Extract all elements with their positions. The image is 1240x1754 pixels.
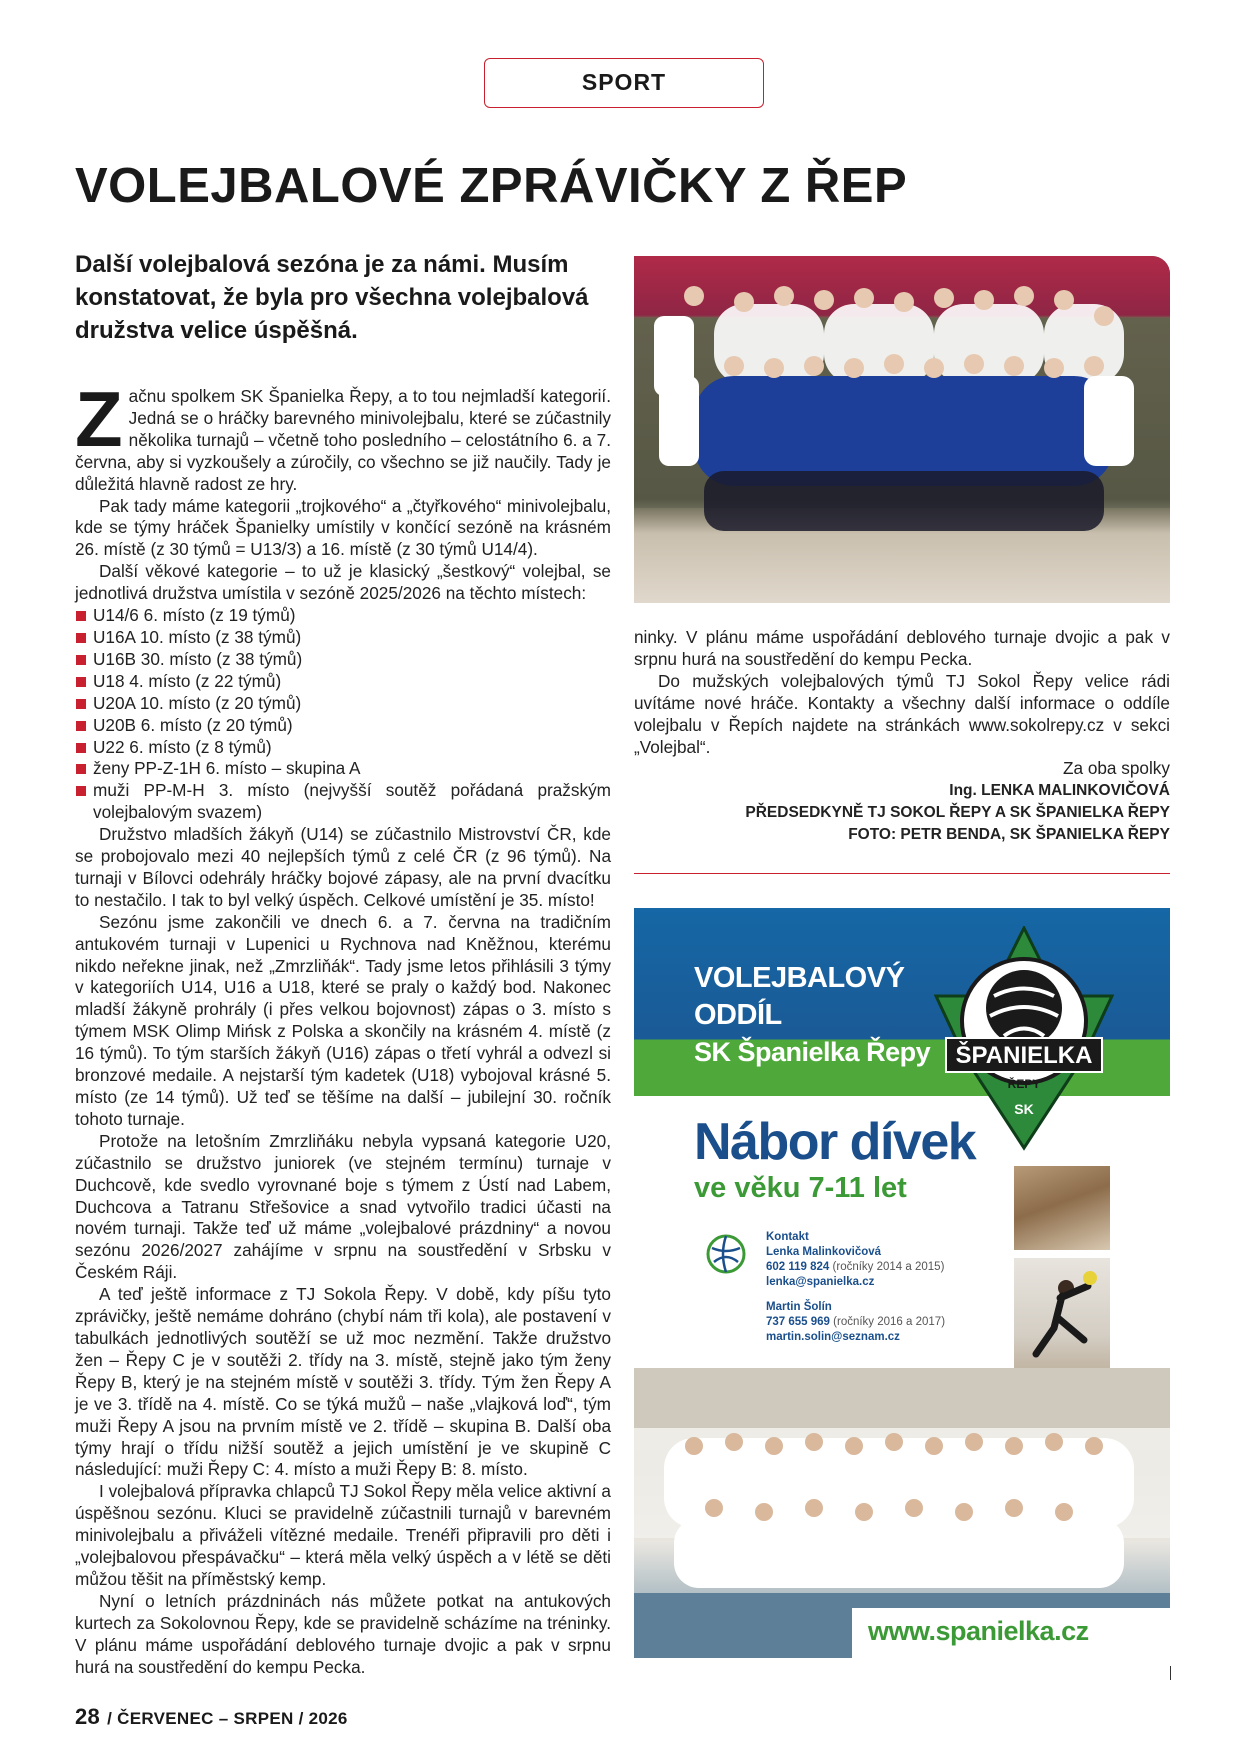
contact-label: Kontakt: [766, 1231, 809, 1243]
recruitment-ad: [634, 908, 1170, 1658]
result-text: U16B 30. místo (z 38 týmů): [93, 648, 303, 669]
article-paragraph-6: Protože na letošním Zmrzliňáku nebyla vypsaná kategorie U20, zúčastnilo se družstvo juniorek (ve stejném termínu) turnaje v Duchcově, kde svedlo vyrovnané boje s týmem z Ústí nad Labem, Duchcova a Tatranu Střešovice a snad vytvořilo tradici účasti na novém turnaji. Takže teď už máme „volejbalové prázdniny“ a novou sezónu 2026/2027 zahájíme v srpnu na soustředění v Srbsku v Českém Ráji.: [75, 1130, 611, 1283]
bullet-square-icon: [76, 611, 86, 621]
signature: [634, 758, 1170, 846]
player-silhouette: [1014, 1258, 1110, 1386]
contact-email: martin.solin@seznam.cz: [766, 1331, 900, 1343]
contact-phone: 602 119 824: [766, 1261, 830, 1273]
article-paragraph-9-continued: ninky. V plánu máme uspořádání deblového turnaje dvojic a pak v srpnu hurá na soustředění do kempu Pecka.: [634, 627, 1170, 669]
ad-recruit-heading: Nábor dívek: [694, 1113, 976, 1171]
bullet-square-icon: [76, 699, 86, 709]
bullet-square-icon: [76, 655, 86, 665]
emblem-subtext: ŘEPY: [1007, 1077, 1041, 1091]
list-item: [75, 693, 611, 715]
team-photo-illustration: [634, 256, 1170, 603]
bullet-square-icon: [76, 677, 86, 687]
volleyball-icon: [706, 1234, 746, 1274]
bullet-square-icon: [76, 786, 86, 796]
list-item: [75, 671, 611, 693]
signature-intro: Za oba spolky: [1062, 758, 1170, 779]
gym-interior-photo: [1014, 1166, 1110, 1250]
signature-name: Ing. LENKA MALINKOVIČOVÁ: [949, 782, 1170, 800]
crop-mark: [1170, 1666, 1171, 1680]
article-paragraph-9: Nyní o letních prázdninách nás můžete potkat na antukových kurtech za Sokolovnou Řepy, kde se pravidelně scházíme na tréninky. V plánu máme uspořádání deblového turnaje dvojic a pak v srpnu hurá na soustředění do kempu Pecka.: [75, 1590, 611, 1677]
divider-line: [634, 873, 1170, 874]
team-photo: [634, 256, 1170, 603]
drop-cap: Z: [75, 375, 123, 463]
contact-phone-line: [766, 1315, 945, 1330]
page-footer: [75, 1704, 348, 1730]
ad-contact-block: [766, 1230, 945, 1345]
contact-note: (ročníky 2016 a 2017): [833, 1316, 946, 1328]
photo-credit: FOTO: PETR BENDA, SK ŠPANIELKA ŘEPY: [848, 826, 1170, 844]
article-column-right: [634, 627, 1170, 846]
headline: VOLEJBALOVÉ ZPRÁVIČKY Z ŘEP: [75, 159, 908, 213]
bullet-square-icon: [76, 633, 86, 643]
list-item: [75, 780, 611, 824]
result-text: U14/6 6. místo (z 19 týmů): [93, 605, 296, 626]
result-text: U20B 6. místo (z 20 týmů): [93, 714, 293, 735]
ad-title-line: ODDÍL: [694, 999, 782, 1031]
list-item: [75, 649, 611, 671]
ad-website-link[interactable]: www.spanielka.cz: [868, 1616, 1089, 1646]
article-paragraph-5: Sezónu jsme zakončili ve dnech 6. a 7. června na tradičním antukovém turnaji v Lupenici u Rychnova nad Kněžnou, kterému nikdo neřekne jinak, než „Zmrzliňák“. Tady jsme letos přihlásili 3 týmy v kategoriích U14, U16 a U18, které se praly o každý bod. Nakonec mladší žákyně prohrály (i přes velkou bojovnost) zápas o 3. místo s týmem MSK Olimp Mińsk z Polska a skončily na krásném 4. místě (z 16 týmů). To tým starších žákyň (U16) zápas o třetí vyhrál a odvezl si bronzové medaile. A nejstarší tým kadetek (U18) vybojoval krásné 5. místo (ze 14 týmů). Už teď se těšíme na další – jubilejní 30. ročník tohoto turnaje.: [75, 911, 611, 1129]
article-paragraph-8: I volejbalová přípravka chlapců TJ Sokol Řepy měla velice aktivní a úspěšnou sezónu. Kluci se pravidelně zúčastnili turnajů v barevném minivolejbalu a přiváželi vítězné medaile. Trenéři připravili pro děti i „volejbalovou přespávačku“ – která měla velký úspěch a v létě se děti můžou těšit na příměstský kemp.: [75, 1481, 611, 1589]
contact-name: Martin Šolín: [766, 1301, 832, 1313]
result-text: muži PP-M-H 3. místo (nejvyšší soutěž pořádaná pražským volejbalovým svazem): [93, 780, 611, 823]
result-text: U20A 10. místo (z 20 týmů): [93, 692, 302, 713]
list-item: [75, 737, 611, 759]
lead-paragraph: Další volejbalová sezóna je za námi. Musím konstatovat, že byla pro všechna volejbalová družstva velice úspěšná.: [75, 251, 589, 344]
bullet-square-icon: [76, 764, 86, 774]
article-paragraph-10: Do mužských volejbalových týmů TJ Sokol Řepy velice rádi uvítáme nové hráče. Kontakty a všechny další informace o oddíle volejbalu v Řepích najdete na stránkách www.sokolrepy.cz v sekci „Volejbal“.: [634, 670, 1170, 757]
contact-email: lenka@spanielka.cz: [766, 1276, 875, 1288]
contact-phone: 737 655 969: [766, 1316, 830, 1328]
ad-age-range: ve věku 7-11 let: [694, 1172, 907, 1204]
volleyball-player-photo: [1014, 1258, 1110, 1386]
contact-phone-line: [766, 1260, 945, 1275]
article-column-left: [75, 375, 611, 1678]
list-item: [75, 627, 611, 649]
emblem-sk: SK: [1014, 1101, 1034, 1117]
result-text: ženy PP-Z-1H 6. místo – skupina A: [93, 758, 361, 779]
result-text: U16A 10. místo (z 38 týmů): [93, 626, 302, 647]
paragraph-text: ačnu spolkem SK Španielka Řepy, a to tou nejmladší kategorií. Jedná se o hráčky barevného minivolejbalu, které se zúčastnily několika turnajů – včetně toho posledního – celostátního 6. a 7. června, aby si vyzkoušely a zúročily, co všechno se již naučily. Tady je důležitá hlavně radost ze hry.: [75, 386, 611, 494]
signature-role: PŘEDSEDKYNĚ TJ SOKOL ŘEPY A SK ŠPANIELKA ŘEPY: [745, 804, 1170, 822]
article-paragraph-7: A teď ještě informace z TJ Sokola Řepy. V době, kdy píšu tyto zprávičky, ještě nemáme dohráno (chybí nám tři kola), ale postavení v tabulkách jednotlivých soutěží se už moc nezmění. Takže družstvo žen – Řepy C je v soutěži 2. třídy na 3. místě, stejně jako tým ženy Řepy B, který je na stejném místě v soutěži 3. třídy. Tým žen Řepy A je ve 3. třídě na 4. místě. Co se týká mužů – naše „vlajková loď“, tým muži Řepy A jsou na prvním místě ve 2. třídě – skupina B. Další oba týmy hrají o třídu nižší soutěž a jejich umístění je ve skupině C následující: muži Řepy C: 4. místo a muži Řepy B: 8. místo.: [75, 1284, 611, 1480]
list-item: [75, 758, 611, 780]
bullet-square-icon: [76, 721, 86, 731]
list-item: [75, 715, 611, 737]
page-number: 28: [75, 1704, 101, 1729]
contact-note: (ročníky 2014 a 2015): [832, 1261, 945, 1273]
ad-title-line: VOLEJBALOVÝ: [694, 962, 905, 994]
emblem-text: ŠPANIELKA: [955, 1042, 1093, 1069]
article-paragraph-2: Pak tady máme kategorii „trojkového“ a „čtyřkového“ minivolejbalu, kde se týmy hráček Španielky umístily v končící sezóně na krásném 26. místě (z 30 týmů = U13/3) a 16. místě (z 30 týmů U14/4).: [75, 495, 611, 560]
ad-title: [694, 960, 930, 1071]
ad-title-line: SK Španielka Řepy: [694, 1037, 931, 1067]
contact-name: Lenka Malinkovičová: [766, 1246, 882, 1258]
bullet-square-icon: [76, 743, 86, 753]
article-paragraph-3: Další věkové kategorie – to už je klasický „šestkový“ volejbal, se jednotlivá družstva umístila v sezóně 2025/2026 na těchto místech:: [75, 561, 611, 604]
article-paragraph-1: [75, 375, 611, 496]
result-text: U18 4. místo (z 22 týmů): [93, 670, 282, 691]
result-text: U22 6. místo (z 8 týmů): [93, 736, 272, 757]
issue-label: / ČERVENEC – SRPEN / 2026: [107, 1709, 348, 1728]
section-tag: SPORT: [484, 58, 764, 108]
list-item: [75, 605, 611, 627]
article-paragraph-4: Družstvo mladších žákyň (U14) se zúčastnilo Mistrovství ČR, kde se probojovalo mezi 40 nejlepších týmů z celé ČR (z 96 týmů). Na turnaji v Bílovci odehrály hráčky bojové zápasy, ale na první dvacítku to nestačilo. I tak to byl velký úspěch. Celkové umístění je 35. místo!: [75, 824, 611, 910]
results-list: [75, 605, 611, 824]
